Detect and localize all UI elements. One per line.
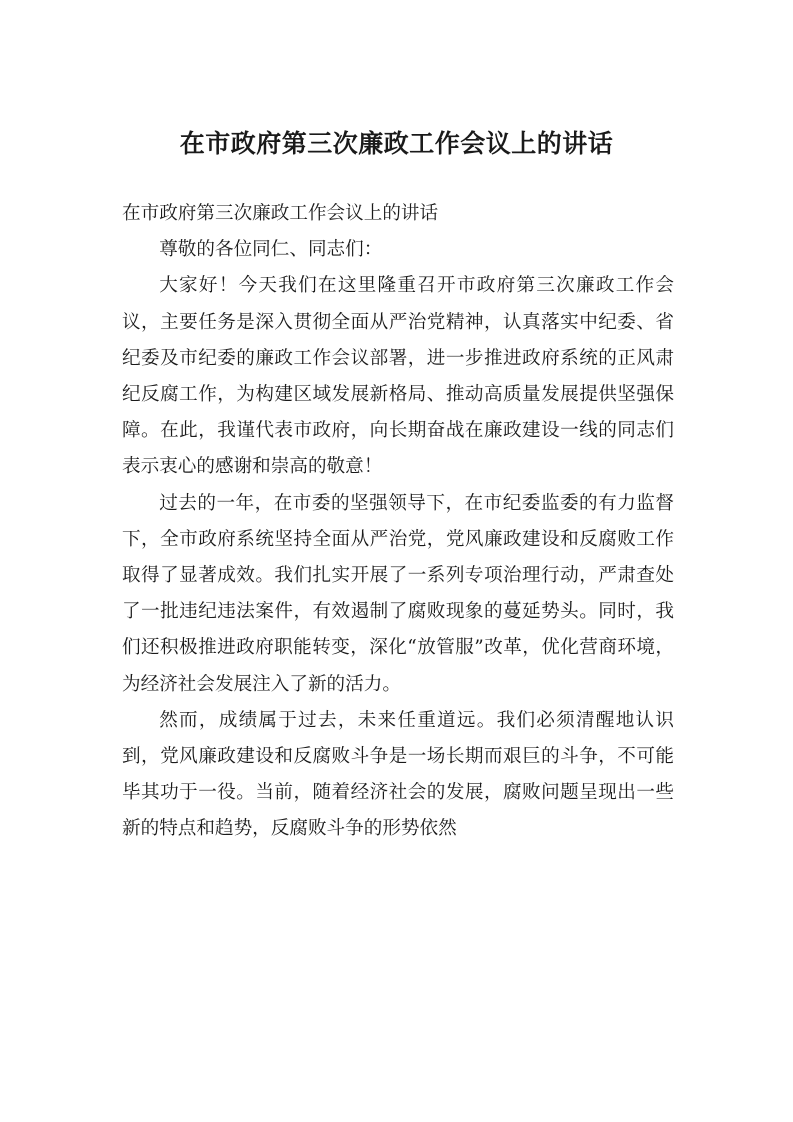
paragraph-1: 大家好！今天我们在这里隆重召开市政府第三次廉政工作会议，主要任务是深入贯彻全面从严治党精神，认真落实中纪委、省纪委及市纪委的廉政工作会议部署，进一步推进政府系统的正风肃纪反腐工作，为构建区域发展新格局、推动高质量发展提供坚强保障。在此，我谨代表市政府，向长期奋战在廉政建设一线的同志们表示衷心的感谢和崇高的敬意！ bbox=[122, 275, 674, 478]
document-subtitle: 在市政府第三次廉政工作会议上的讲话 bbox=[122, 203, 439, 224]
document-body bbox=[122, 196, 674, 848]
document-title: 在市政府第三次廉政工作会议上的讲话 bbox=[179, 129, 614, 158]
paragraph-2: 过去的一年，在市委的坚强领导下，在市纪委监委的有力监督下，全市政府系统坚持全面从严治党，党风廉政建设和反腐败工作取得了显著成效。我们扎实开展了一系列专项治理行动，严肃查处了一批违纪违法案件，有效遏制了腐败现象的蔓延势头。同时，我们还积极推进政府职能转变，深化“放管服”改革，优化营商环境，为经济社会发展注入了新的活力。 bbox=[122, 492, 674, 695]
paragraph-3: 然而，成绩属于过去，未来任重道远。我们必须清醒地认识到，党风廉政建设和反腐败斗争是一场长期而艰巨的斗争，不可能毕其功于一役。当前，随着经济社会的发展，腐败问题呈现出一些新的特点和趋势，反腐败斗争的形势依然 bbox=[122, 709, 674, 840]
greeting: 尊敬的各位同仁、同志们： bbox=[159, 239, 383, 261]
